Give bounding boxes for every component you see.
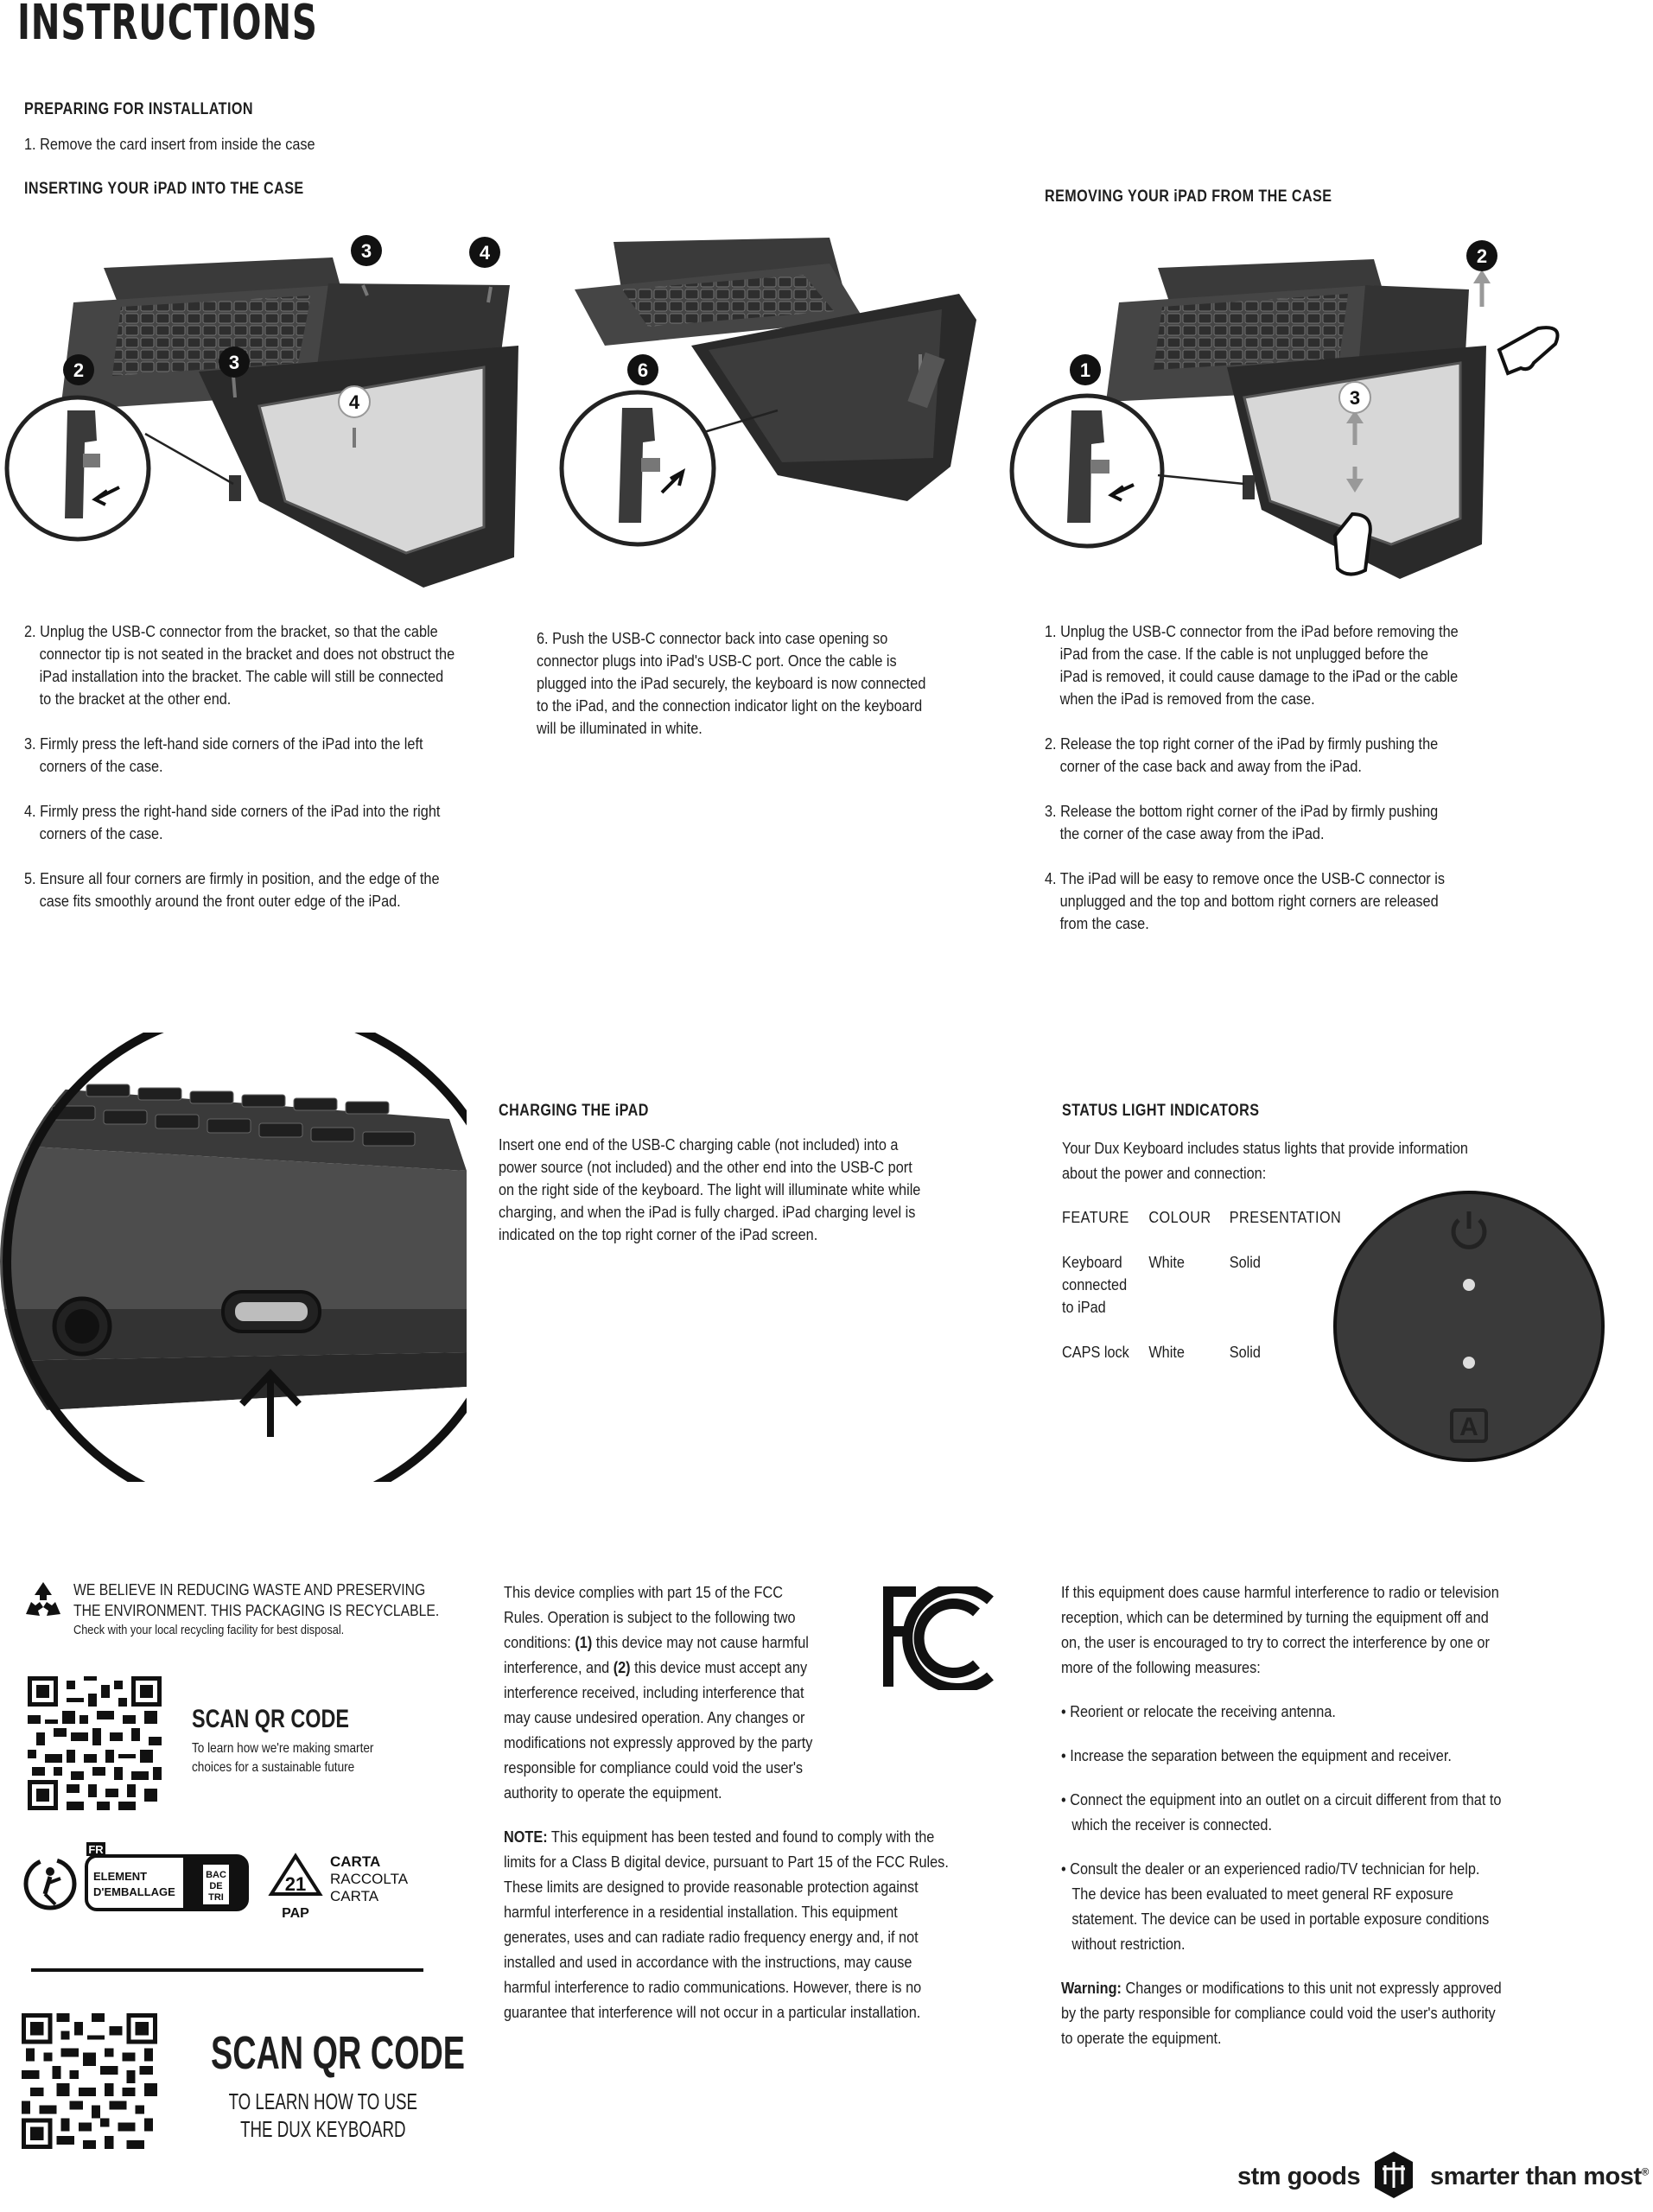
connect-diagram (562, 238, 976, 544)
svg-text:3: 3 (1349, 387, 1361, 409)
svg-text:2: 2 (1476, 245, 1488, 267)
sustainability-qr-title: SCAN QR CODE (192, 1705, 350, 1733)
status-col-feature: FEATURE (1062, 1208, 1129, 1226)
fcc-measures-list (1061, 1699, 1506, 1956)
fcc-condition-2-number: (2) (613, 1658, 631, 1676)
inserting-steps (24, 620, 458, 935)
svg-text:TRI: TRI (208, 1892, 224, 1903)
inserting-step-4: 4. Firmly press the right-hand side corners of the iPad into the right corners of the case. (24, 802, 441, 842)
removing-step-3: 3. Release the bottom right corner of the iPad by firmly pushing the corner of the case away from the iPad. (1045, 802, 1439, 842)
svg-text:1: 1 (1079, 359, 1091, 381)
removing-step-1: 1. Unplug the USB-C connector from the iPad before removing the iPad from the case. If the cable is not unplugged before the iPad is removed, it could cause damage to the iPad or the cable when the iPad is removed from the case. (1045, 622, 1459, 708)
brand-tagline-text: smarter than most (1430, 2163, 1642, 2190)
environment-line-2: THE ENVIRONMENT. THIS PACKAGING IS RECYCLABLE. (73, 1601, 440, 1619)
status-table (1062, 1206, 1359, 1386)
preparing-heading: PREPARING FOR INSTALLATION (24, 100, 253, 118)
svg-text:3: 3 (228, 352, 240, 373)
keyboard-qr-subtitle (220, 2088, 426, 2143)
brand-tagline (1430, 2163, 1649, 2191)
fcc-warning-text: Changes or modifications to this unit not expressly approved by the party responsible for compliance could void the user's authority to operate the equipment. (1061, 1979, 1502, 2047)
inserting-step-3: 3. Firmly press the left-hand side corners of the iPad into the left corners of the case. (24, 734, 423, 775)
inserting-heading: INSERTING YOUR iPAD INTO THE CASE (24, 180, 304, 198)
status-col-colour: COLOUR (1148, 1208, 1211, 1226)
status-colour: White (1148, 1253, 1185, 1271)
fcc-condition-2: this device must accept any interference received, including interference that may cause undesired operation. Any changes or modifications not expressly approved by the party responsible for compliance could void the user's authority to operate the equipment. (504, 1658, 813, 1802)
svg-text:2: 2 (73, 359, 85, 381)
svg-text:4: 4 (479, 242, 491, 264)
page-title: INSTRUCTIONS (17, 0, 318, 51)
keyboard-qr-subtitle-line-2: THE DUX KEYBOARD (240, 2116, 406, 2142)
inserting-step-2: 2. Unplug the USB-C connector from the bracket, so that the cable connector tip is not seated in the bracket and does not obstruct the iPad installation into the bracket. The cable will still be connected to the bracket at the other end. (24, 622, 455, 708)
list-item: • Consult the dealer or an experienced radio/TV technician for help. The device has been evaluated to meet general RF exposure statement. The device can be used in portable exposure conditions without restriction. (1061, 1859, 1490, 1953)
status-col-presentation: PRESENTATION (1229, 1208, 1342, 1226)
status-lights-illustration (1331, 1184, 1616, 1469)
fcc-interference-text: If this equipment does cause harmful interference to radio or television reception, which can be determined by turning the equipment off and on, the user is encouraged to try to correct the interference by one or more of the following measures: (1061, 1583, 1499, 1676)
removing-step-4: 4. The iPad will be easy to remove once the USB-C connector is unplugged and the top and bottom right corners are released from the case. (1045, 869, 1446, 932)
status-presentation: Solid (1229, 1343, 1261, 1361)
list-item: • Increase the separation between the equipment and receiver. (1061, 1746, 1452, 1764)
status-colour: White (1148, 1343, 1185, 1361)
caps-lock-light (1463, 1357, 1475, 1369)
divider (31, 1968, 423, 1972)
svg-text:3: 3 (360, 240, 372, 262)
fcc-condition-1-number: (1) (575, 1633, 593, 1651)
installation-diagrams (0, 216, 1653, 596)
environment-line-3: Check with your local recycling facility for best disposal. (73, 1623, 345, 1637)
connect-diagram-badge (627, 354, 658, 385)
keyboard-qr-subtitle-line-1: TO LEARN HOW TO USE (228, 2088, 418, 2114)
svg-text:FR: FR (88, 1843, 104, 1856)
charging-body: Insert one end of the USB-C charging cable (not included) into a power source (not included) and the other end into the USB-C port on the right side of the keyboard. The light will illuminate white while charging, and when the iPad is fully charged. iPad charging level is indicated on the top right corner of the iPad screen. (499, 1135, 921, 1243)
status-feature: CAPS lock (1062, 1343, 1129, 1361)
triman-icon (26, 1859, 74, 1908)
svg-text:A: A (1459, 1413, 1478, 1441)
svg-text:CARTA: CARTA (330, 1853, 381, 1870)
keyboard-guide-qr-code[interactable] (22, 2013, 157, 2149)
svg-text:PAP: PAP (282, 1906, 309, 1921)
removing-steps (1045, 620, 1459, 957)
status-feature: Keyboard connected to iPad (1062, 1253, 1128, 1316)
stm-logo-icon (1372, 2150, 1415, 2200)
svg-text:BAC: BAC (206, 1870, 226, 1880)
inserting-step-6: 6. Push the USB-C connector back into case opening so connector plugs into iPad's USB-C port. Once the cable is plugged into the iPad securely, the keyboard is now connected to the iPad, and the connection indicator light on the keyboard will be illuminated in white. (537, 629, 926, 737)
svg-text:ELEMENT: ELEMENT (93, 1870, 148, 1883)
status-row (1062, 1251, 1359, 1341)
list-item: • Reorient or relocate the receiving antenna. (1061, 1702, 1336, 1720)
charging-port-illustration (0, 1033, 467, 1482)
recycling-labels (19, 1840, 503, 1927)
list-item: • Connect the equipment into an outlet on a circuit different from that to which the receiver is connected. (1061, 1790, 1502, 1834)
fcc-compliance-statement (504, 1580, 819, 1805)
status-presentation: Solid (1229, 1253, 1261, 1271)
svg-text:DE: DE (209, 1881, 223, 1891)
brand-registered-mark: ® (1641, 2165, 1649, 2178)
sustainability-qr-subtitle-line-2: choices for a sustainable future (192, 1760, 355, 1775)
status-heading: STATUS LIGHT INDICATORS (1062, 1102, 1260, 1120)
remove-diagram (1012, 259, 1558, 579)
charging-heading: CHARGING THE iPAD (499, 1102, 649, 1120)
pap-recycle-icon (271, 1856, 320, 1921)
connection-light (1463, 1279, 1475, 1291)
preparing-step-1: 1. Remove the card insert from inside the case (24, 135, 315, 153)
svg-text:D'EMBALLAGE: D'EMBALLAGE (93, 1885, 175, 1898)
sustainability-qr-subtitle (192, 1739, 373, 1777)
fcc-note-text: This equipment has been tested and found to comply with the limits for a Class B digital device, pursuant to Part 15 of the FCC Rules. These limits are designed to provide reasonable protection against harmful interference in a residential installation. This equipment generates, uses and can radiate radio frequency energy and, if not installed and used in accordance with the instructions, may cause harmful interference to radio communications. However, there is no guarantee that interference will not occur in a particular installation. (504, 1827, 949, 2021)
fcc-note (504, 1824, 952, 2024)
recycle-icon (21, 1580, 66, 1624)
environment-line-1: WE BELIEVE IN REDUCING WASTE AND PRESERVING (73, 1580, 426, 1599)
fcc-warning-label: Warning: (1061, 1979, 1122, 1997)
brand-name: stm goods (1237, 2163, 1361, 2190)
info-tri-label (86, 1842, 247, 1910)
svg-text:RACCOLTA: RACCOLTA (330, 1871, 409, 1887)
environment-statement (73, 1580, 440, 1640)
removing-heading: REMOVING YOUR iPAD FROM THE CASE (1045, 188, 1332, 206)
inserting-step-5: 5. Ensure all four corners are firmly in position, and the edge of the case fits smoothly around the front outer edge of the iPad. (24, 869, 440, 910)
svg-text:21: 21 (284, 1873, 307, 1895)
insert-diagram (7, 257, 518, 588)
fcc-logo (881, 1586, 1007, 1690)
svg-text:6: 6 (637, 359, 649, 381)
sustainability-qr-code[interactable] (28, 1676, 162, 1810)
status-intro: Your Dux Keyboard includes status lights that provide information about the power and connection: (1062, 1139, 1468, 1182)
fcc-intro: This device complies with part 15 of the FCC Rules. Operation is subject to the following two conditions: (504, 1583, 796, 1651)
svg-text:4: 4 (348, 391, 360, 413)
removing-step-2: 2. Release the top right corner of the iPad by firmly pushing the corner of the case back and away from the iPad. (1045, 734, 1439, 775)
keyboard-qr-title: SCAN QR CODE (211, 2027, 466, 2079)
fcc-interference-section (1061, 1580, 1506, 2069)
status-row (1062, 1341, 1359, 1386)
fcc-note-label: NOTE: (504, 1827, 548, 1846)
svg-text:CARTA: CARTA (330, 1888, 379, 1904)
sustainability-qr-subtitle-line-1: To learn how we're making smarter (192, 1741, 374, 1756)
fcc-condition-1: this device may not cause harmful interference, and (504, 1633, 809, 1676)
